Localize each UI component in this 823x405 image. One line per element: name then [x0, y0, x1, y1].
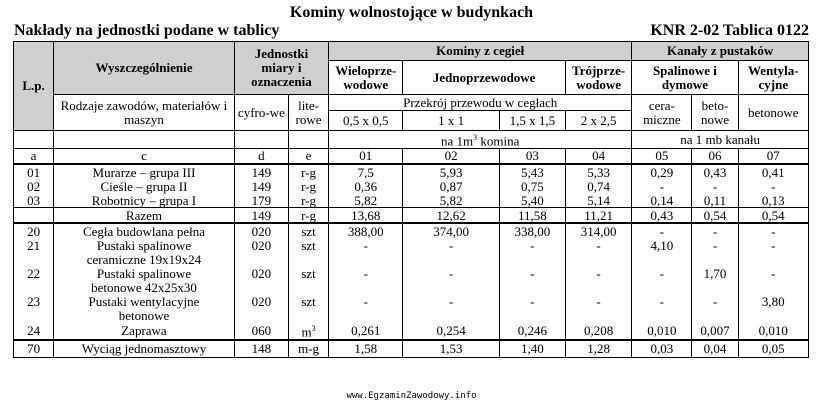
header-rodzaje: Rodzaje zawodów, materiałów i maszyn: [54, 95, 235, 131]
cell-lp: [14, 308, 54, 322]
cell-value: -: [403, 266, 499, 280]
cell-value: -: [632, 294, 692, 308]
cell-value: 1,58: [329, 340, 403, 358]
cell-value: [403, 308, 499, 322]
cell-code-letter: r-g: [288, 208, 328, 224]
cell-code-digit: 149: [234, 208, 288, 224]
cell-value: 0,254: [403, 322, 499, 339]
cell-name: Cieśle – grupa II: [54, 179, 235, 193]
cell-code-letter: [288, 252, 328, 266]
table-subtitle: Nakłady na jednostki podane w tablicy: [14, 22, 280, 39]
cell-value: 0,007: [692, 322, 738, 339]
cell-lp: 22: [14, 266, 54, 280]
cell-value: [692, 252, 738, 266]
cell-value: -: [738, 223, 808, 238]
knr-table: [13, 41, 809, 358]
cell-value: 5,40: [499, 193, 565, 208]
cell-value: [738, 280, 808, 294]
cell-code-digit: 149: [234, 164, 288, 179]
cell-value: [565, 280, 631, 294]
column-code: d: [234, 149, 288, 165]
cell-name: Pustaki spalinowe: [54, 238, 235, 252]
cell-value: -: [692, 294, 738, 308]
cell-name: betonowe 42x25x30: [54, 280, 235, 294]
table-row: [14, 208, 809, 224]
header-na-komina: na $1m^3$ komina: [329, 131, 632, 149]
cell-value: 0,11: [692, 193, 738, 208]
table-row: [14, 238, 809, 252]
cell-value: 0,41: [738, 164, 808, 179]
cell-value: 1,53: [403, 340, 499, 358]
cell-code-digit: 060: [234, 322, 288, 339]
header-wieloprzewodowe: Wieloprze-wodowe: [329, 61, 403, 95]
header-cyfrowe: cyfro-we: [234, 95, 288, 131]
cell-value: 0,261: [329, 322, 403, 339]
cell-name: Razem: [54, 208, 235, 224]
table-row: [14, 294, 809, 308]
cell-value: [632, 252, 692, 266]
table-row: [14, 322, 809, 339]
cell-value: 5,82: [403, 193, 499, 208]
cell-lp: 02: [14, 179, 54, 193]
cell-value: 5,82: [329, 193, 403, 208]
cell-lp: 23: [14, 294, 54, 308]
cell-code-letter: r-g: [288, 193, 328, 208]
cell-code-letter: szt: [288, 294, 328, 308]
cell-name: Cegła budowlana pełna: [54, 223, 235, 238]
cell-value: [738, 308, 808, 322]
cell-value: -: [329, 266, 403, 280]
cell-value: [499, 280, 565, 294]
cell-name: Robotnicy – grupa I: [54, 193, 235, 208]
column-code: 07: [738, 149, 808, 165]
header-jednoprzewodowe: Jednoprzewodowe: [403, 61, 566, 95]
cell-value: 0,87: [403, 179, 499, 193]
cell-value: [692, 280, 738, 294]
cell-value: 0,13: [738, 193, 808, 208]
header-size: 2 x 2,5: [565, 111, 631, 131]
column-code: e: [288, 149, 328, 165]
cell-value: -: [738, 266, 808, 280]
cell-lp: 03: [14, 193, 54, 208]
cell-code-letter: $m^3$: [288, 322, 328, 339]
table-row: [14, 340, 809, 358]
column-code: 02: [403, 149, 499, 165]
cell-code-letter: r-g: [288, 179, 328, 193]
cell-lp: [14, 280, 54, 294]
cell-value: 0,54: [692, 208, 738, 224]
header-kominy: Kominy z cegieł: [329, 42, 632, 61]
cell-lp: 01: [14, 164, 54, 179]
cell-code-letter: [288, 280, 328, 294]
column-code: c: [54, 149, 235, 165]
header-blank: [234, 131, 288, 149]
cell-value: 314,00: [565, 223, 631, 238]
cell-code-letter: m-g: [288, 340, 328, 358]
cell-value: 0,208: [565, 322, 631, 339]
cell-code-digit: [234, 252, 288, 266]
header-ceramiczne: cera-miczne: [632, 95, 692, 131]
cell-code-letter: r-g: [288, 164, 328, 179]
table-row: [14, 193, 809, 208]
cell-lp: [14, 252, 54, 266]
header-trojprzewodowe: Trójprze-wodowe: [565, 61, 631, 95]
cell-code-digit: 179: [234, 193, 288, 208]
header-blank: [54, 131, 235, 149]
cell-value: -: [403, 238, 499, 252]
cell-code-digit: 148: [234, 340, 288, 358]
cell-code-digit: 020: [234, 266, 288, 280]
column-code: 04: [565, 149, 631, 165]
cell-value: -: [692, 238, 738, 252]
cell-value: 0,14: [632, 193, 692, 208]
cell-value: 0,36: [329, 179, 403, 193]
cell-lp: 21: [14, 238, 54, 252]
cell-value: 0,010: [738, 322, 808, 339]
table-row: [14, 223, 809, 238]
cell-value: [632, 308, 692, 322]
cell-code-digit: 149: [234, 179, 288, 193]
cell-code-letter: [288, 308, 328, 322]
header-jednostki: Jednostki miary i oznaczenia: [234, 42, 328, 95]
cell-value: 11,21: [565, 208, 631, 224]
header-betonowe: betonowe: [738, 95, 808, 131]
header-wyszczegolnienie: Wyszczególnienie: [54, 42, 235, 95]
cell-lp: 70: [14, 340, 54, 358]
cell-value: -: [499, 294, 565, 308]
cell-lp: 24: [14, 322, 54, 339]
column-code: 01: [329, 149, 403, 165]
cell-value: 0,74: [565, 179, 631, 193]
cell-code-letter: szt: [288, 238, 328, 252]
cell-value: 5,43: [499, 164, 565, 179]
cell-code-digit: 020: [234, 238, 288, 252]
cell-value: [329, 308, 403, 322]
cell-value: 0,010: [632, 322, 692, 339]
header-size: 0,5 x 0,5: [329, 111, 403, 131]
cell-value: 0,75: [499, 179, 565, 193]
header-przekroj: Przekrój przewodu w cegłach: [329, 95, 632, 111]
header-blank: [14, 131, 54, 149]
page-title: Kominy wolnostojące w budynkach: [289, 4, 534, 21]
cell-value: [565, 252, 631, 266]
cell-name: Pustaki wentylacyjne: [54, 294, 235, 308]
cell-value: -: [632, 266, 692, 280]
cell-value: [499, 308, 565, 322]
cell-value: 4,10: [632, 238, 692, 252]
cell-value: -: [329, 294, 403, 308]
column-code: a: [14, 149, 54, 165]
cell-value: 5,14: [565, 193, 631, 208]
cell-value: -: [499, 266, 565, 280]
cell-value: -: [565, 238, 631, 252]
cell-name: betonowe: [54, 308, 235, 322]
cell-value: [499, 252, 565, 266]
cell-value: [403, 252, 499, 266]
cell-value: 0,43: [632, 208, 692, 224]
header-na-kanalu: na 1 mb kanału: [632, 131, 809, 149]
cell-code-digit: 020: [234, 223, 288, 238]
cell-value: -: [499, 238, 565, 252]
cell-value: 1,40: [499, 340, 565, 358]
cell-lp: [14, 208, 54, 224]
cell-value: -: [692, 179, 738, 193]
cell-value: 7,5: [329, 164, 403, 179]
cell-value: -: [632, 179, 692, 193]
header-size: 1,5 x 1,5: [499, 111, 565, 131]
table-row: [14, 179, 809, 193]
cell-value: -: [738, 179, 808, 193]
cell-value: 1,70: [692, 266, 738, 280]
cell-code-letter: szt: [288, 266, 328, 280]
cell-value: 0,05: [738, 340, 808, 358]
header-spalinowe-dymowe: Spalinowe i dymowe: [632, 61, 738, 95]
cell-value: 0,04: [692, 340, 738, 358]
cell-code-letter: szt: [288, 223, 328, 238]
cell-value: 0,29: [632, 164, 692, 179]
cell-value: 1,28: [565, 340, 631, 358]
cell-value: [692, 308, 738, 322]
column-code: 05: [632, 149, 692, 165]
header-literowe: lite-rowe: [288, 95, 328, 131]
header-kanaly: Kanały z pustaków: [632, 42, 809, 61]
cell-value: 12,62: [403, 208, 499, 224]
cell-value: [738, 252, 808, 266]
cell-name: Zaprawa: [54, 322, 235, 339]
cell-value: 374,00: [403, 223, 499, 238]
cell-value: -: [403, 294, 499, 308]
cell-value: 0,54: [738, 208, 808, 224]
cell-value: 11,58: [499, 208, 565, 224]
cell-value: 5,93: [403, 164, 499, 179]
cell-name: Pustaki spalinowe: [54, 266, 235, 280]
cell-value: 13,68: [329, 208, 403, 224]
cell-value: [403, 280, 499, 294]
cell-value: -: [565, 294, 631, 308]
cell-name: ceramiczne 19x19x24: [54, 252, 235, 266]
cell-lp: 20: [14, 223, 54, 238]
cell-name: Wyciąg jednomasztowy: [54, 340, 235, 358]
cell-value: 0,03: [632, 340, 692, 358]
column-code: 03: [499, 149, 565, 165]
header-blank: [288, 131, 328, 149]
header-wentylacyjne: Wentyla-cyjne: [738, 61, 808, 95]
cell-value: 5,33: [565, 164, 631, 179]
cell-code-digit: 020: [234, 294, 288, 308]
cell-value: 338,00: [499, 223, 565, 238]
cell-code-digit: [234, 280, 288, 294]
cell-value: 388,00: [329, 223, 403, 238]
cell-value: -: [632, 223, 692, 238]
table-row: [14, 252, 809, 266]
cell-value: -: [329, 238, 403, 252]
cell-value: [565, 308, 631, 322]
cell-code-digit: [234, 308, 288, 322]
cell-value: [329, 252, 403, 266]
cell-name: Murarze – grupa III: [54, 164, 235, 179]
cell-value: [329, 280, 403, 294]
cell-value: 0,246: [499, 322, 565, 339]
header-betonowe-short: beto-nowe: [692, 95, 738, 131]
header-size: 1 x 1: [403, 111, 499, 131]
column-code: 06: [692, 149, 738, 165]
table-row: [14, 164, 809, 179]
header-lp: L.p.: [14, 42, 54, 131]
table-row: [14, 280, 809, 294]
table-reference: KNR 2-02 Tablica 0122: [650, 22, 809, 39]
table-row: [14, 266, 809, 280]
footer: www.EgzaminZawodowy.info: [346, 391, 477, 401]
cell-value: 0,43: [692, 164, 738, 179]
cell-value: -: [565, 266, 631, 280]
table-row: [14, 308, 809, 322]
cell-value: -: [692, 223, 738, 238]
cell-value: 3,80: [738, 294, 808, 308]
cell-value: [632, 280, 692, 294]
cell-value: -: [738, 238, 808, 252]
